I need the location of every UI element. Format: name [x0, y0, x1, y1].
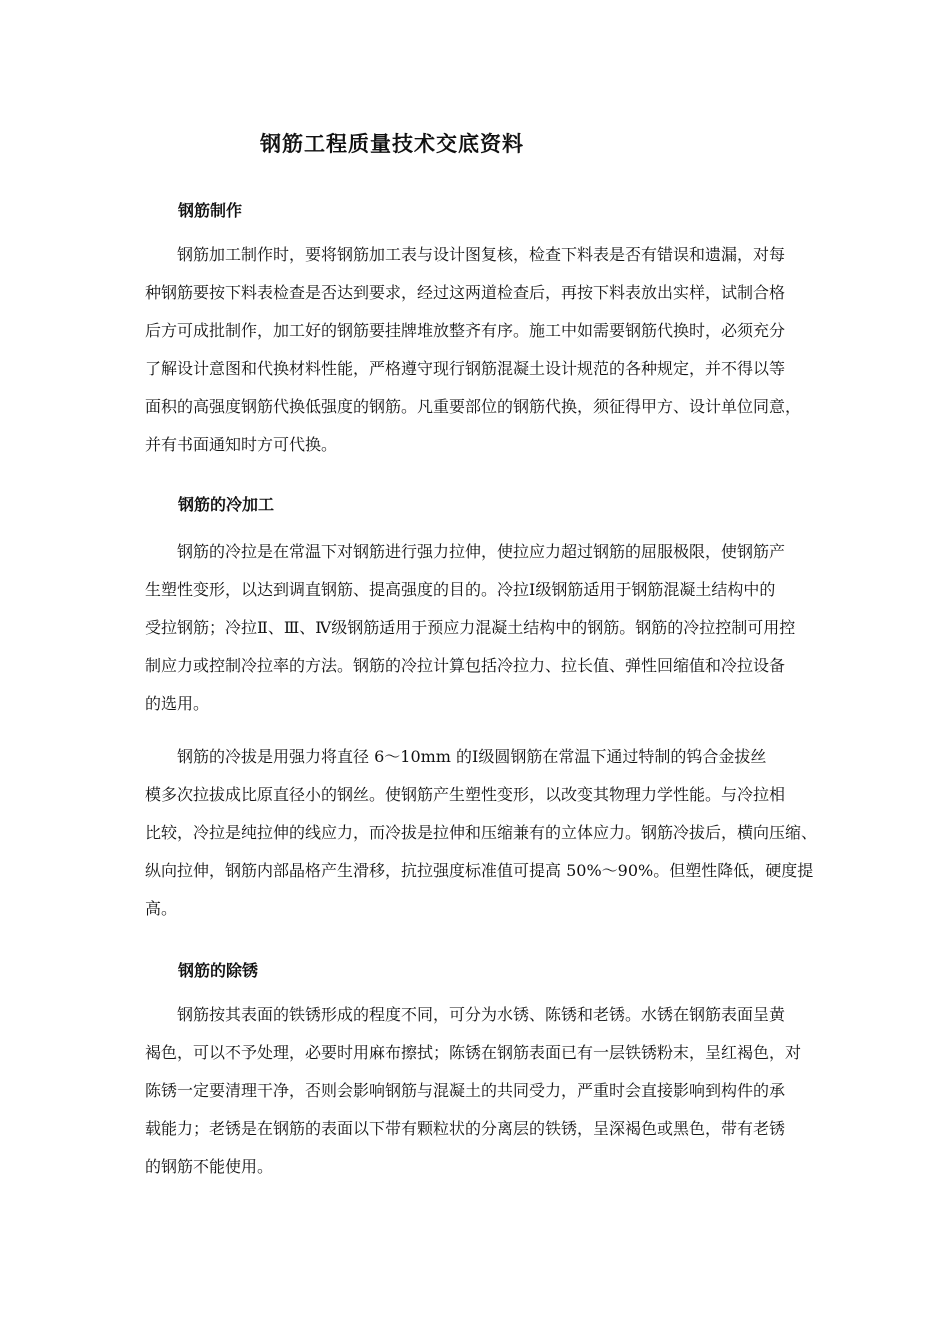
text-line: 面积的高强度钢筋代换低强度的钢筋。凡重要部位的钢筋代换，须征得甲方、设计单位同意， — [145, 397, 802, 416]
text-line: 的钢筋不能使用。 — [145, 1157, 274, 1176]
text-line: 制应力或控制冷拉率的方法。钢筋的冷拉计算包括冷拉力、拉长值、弹性回缩值和冷拉设备 — [145, 656, 786, 675]
text-line: 钢筋加工制作时，要将钢筋加工表与设计图复核，检查下料表是否有错误和遗漏，对每 — [145, 245, 786, 264]
paragraph-cold-drawing-wire — [145, 738, 818, 928]
text-line: 褐色，可以不予处理，必要时用麻布擦拭；陈锈在钢筋表面已有一层铁锈粉末，呈红褐色，对 — [145, 1043, 802, 1062]
section-heading-cold-working: 钢筋的冷加工 — [178, 495, 275, 514]
paragraph-rust-removal — [145, 996, 813, 1186]
text-line: 受拉钢筋；冷拉Ⅱ、Ⅲ、Ⅳ级钢筋适用于预应力混凝土结构中的钢筋。钢筋的冷拉控制可用控 — [145, 618, 796, 637]
document-title: 钢筋工程质量技术交底资料 — [260, 132, 524, 156]
paragraph-cold-drawing-stretch — [145, 533, 813, 723]
text-line: 并有书面通知时方可代换。 — [145, 435, 338, 454]
text-line: 钢筋的冷拉是在常温下对钢筋进行强力拉伸，使拉应力超过钢筋的屈服极限，使钢筋产 — [145, 542, 786, 561]
text-line: 纵向拉伸，钢筋内部晶格产生滑移，抗拉强度标准值可提高 50%～90%。但塑性降低，硬度提 — [145, 861, 814, 880]
text-line: 的选用。 — [145, 694, 210, 713]
text-line: 载能力；老锈是在钢筋的表面以下带有颗粒状的分离层的铁锈，呈深褐色或黑色，带有老锈 — [145, 1119, 786, 1138]
text-line: 高。 — [145, 899, 178, 918]
paragraph-fabrication — [145, 236, 813, 464]
text-line: 生塑性变形，以达到调直钢筋、提高强度的目的。冷拉Ⅰ级钢筋适用于钢筋混凝土结构中的 — [145, 580, 776, 599]
text-line: 陈锈一定要清理干净，否则会影响钢筋与混凝土的共同受力，严重时会直接影响到构件的承 — [145, 1081, 786, 1100]
text-line: 了解设计意图和代换材料性能，严格遵守现行钢筋混凝土设计规范的各种规定，并不得以等 — [145, 359, 786, 378]
text-line: 种钢筋要按下料表检查是否达到要求，经过这两道检查后，再按下料表放出实样，试制合格 — [145, 283, 786, 302]
text-line: 比较，冷拉是纯拉伸的线应力，而冷拔是拉伸和压缩兼有的立体应力。钢筋冷拔后，横向压缩、 — [145, 823, 818, 842]
section-heading-rust-removal: 钢筋的除锈 — [178, 961, 259, 980]
section-heading-fabrication: 钢筋制作 — [178, 201, 243, 220]
text-line: 钢筋按其表面的铁锈形成的程度不同，可分为水锈、陈锈和老锈。水锈在钢筋表面呈黄 — [145, 1005, 786, 1024]
text-line: 后方可成批制作，加工好的钢筋要挂牌堆放整齐有序。施工中如需要钢筋代换时，必须充分 — [145, 321, 786, 340]
text-line: 模多次拉拔成比原直径小的钢丝。使钢筋产生塑性变形，以改变其物理力学性能。与冷拉相 — [145, 785, 786, 804]
text-line: 钢筋的冷拔是用强力将直径 6～10mm 的Ⅰ级圆钢筋在常温下通过特制的钨合金拔丝 — [145, 747, 767, 766]
